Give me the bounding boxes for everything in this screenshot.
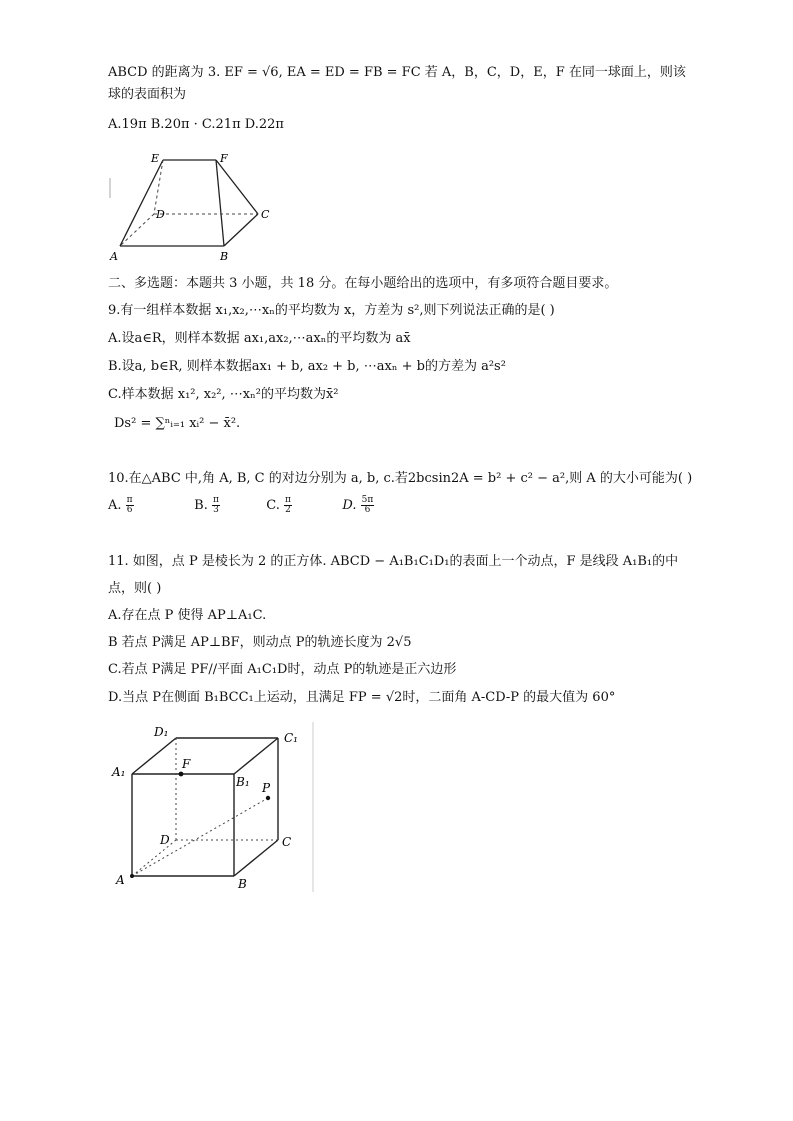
- q10-option-a-num: π: [126, 495, 133, 505]
- q10-option-c-den: 2: [285, 505, 291, 515]
- q9-option-c: C.样本数据 x₁², x₂², ⋯xₙ²的平均数为x̄²: [108, 387, 339, 402]
- q10-option-d-fraction: [361, 496, 375, 515]
- q11-label-a: A: [116, 873, 125, 887]
- q11-label-c: C: [282, 835, 292, 849]
- q11-option-d: D.当点 P在侧面 B₁BCC₁上运动，且满足 FP = √2时，二面角 A-CD-P 的最大值为 60°: [108, 690, 616, 705]
- q9-option-d: Ds² = ∑ⁿᵢ₌₁ xᵢ² − x̄².: [114, 416, 241, 431]
- q11-label-f: F: [182, 757, 191, 771]
- q10-stem: 10.在△ABC 中,角 A, B, C 的对边分别为 a, b, c.若2bcsin2A = b² + c² − a²,则 A 的大小可能为( ): [108, 471, 693, 486]
- q11-option-b: B 若点 P满足 AP⊥BF，则动点 P的轨迹长度为 2√5: [108, 635, 412, 650]
- q10-option-c: [266, 496, 338, 515]
- q11-label-p: P: [262, 781, 271, 795]
- q10-option-c-num: π: [285, 495, 291, 505]
- q10-option-c-fraction: [284, 496, 292, 515]
- q11-label-d: D: [160, 833, 170, 847]
- q10-option-d-num: 5π: [361, 495, 374, 505]
- q8-frustum-figure: [108, 148, 278, 266]
- q11-cube-figure: [108, 722, 318, 894]
- q10-option-d: [342, 496, 374, 515]
- q10-option-a-den: 6: [126, 505, 133, 515]
- q8-label-c: C: [261, 208, 270, 221]
- q8-label-b: B: [220, 250, 229, 263]
- q10-option-b-num: π: [212, 495, 219, 505]
- section2-heading: 二、多选题：本题共 3 小题，共 18 分。在每小题给出的选项中，有多项符合题目要求。: [108, 276, 618, 291]
- q8-line-2: 球的表面积为: [108, 87, 187, 102]
- q10-option-b-label: B.: [194, 498, 208, 513]
- q9-option-a: A.设a∈R，则样本数据 ax₁,ax₂,⋯axₙ的平均数为 ax̄: [108, 331, 411, 346]
- q10-option-a-fraction: [126, 496, 134, 515]
- q9-option-b: B.设a, b∈R, 则样本数据ax₁ + b, ax₂ + b, ⋯axₙ + b的方差为 a²s²: [108, 359, 506, 374]
- q10-option-b-den: 3: [213, 505, 219, 515]
- q8-options: A.19π B.20π · C.21π D.22π: [108, 117, 284, 132]
- q11-label-b: B: [238, 877, 247, 891]
- q11-label-d1: D₁: [154, 725, 169, 739]
- q11-option-a: A.存在点 P 使得 AP⊥A₁C.: [108, 608, 267, 623]
- q8-label-d: D: [156, 208, 165, 221]
- q8-label-a: A: [110, 250, 118, 263]
- q11-option-c: C.若点 P满足 PF//平面 A₁C₁D时，动点 P的轨迹是正六边形: [108, 662, 457, 677]
- q8-line-1: ABCD 的距离为 3. EF = √6, EA = ED = FB = FC 若 A，B，C，D，E，F 在同一球面上，则该: [108, 65, 686, 80]
- q11-label-c1: C₁: [284, 731, 298, 745]
- q10-options: [108, 496, 374, 522]
- q10-option-d-label: D.: [342, 498, 357, 513]
- q8-label-f: F: [220, 152, 228, 165]
- q8-label-e: E: [151, 152, 160, 165]
- q10-option-b: [194, 496, 262, 515]
- q10-option-d-den: 6: [364, 505, 371, 515]
- q10-option-a-label: A.: [108, 498, 122, 513]
- q10-option-a: [108, 496, 190, 515]
- q9-stem: 9.有一组样本数据 x₁,x₂,⋯xₙ的平均数为 x，方差为 s²,则下列说法正确的是( ): [108, 303, 555, 318]
- q10-option-c-label: C.: [266, 498, 280, 513]
- q11-line-1: 11. 如图，点 P 是棱长为 2 的正方体. ABCD − A₁B₁C₁D₁的表面上一个动点，F 是线段 A₁B₁的中: [108, 554, 679, 569]
- q11-label-b1: B₁: [236, 775, 250, 789]
- q10-option-b-fraction: [212, 496, 220, 515]
- q11-label-a1: A₁: [112, 765, 126, 779]
- q11-line-2: 点，则( ): [108, 581, 162, 596]
